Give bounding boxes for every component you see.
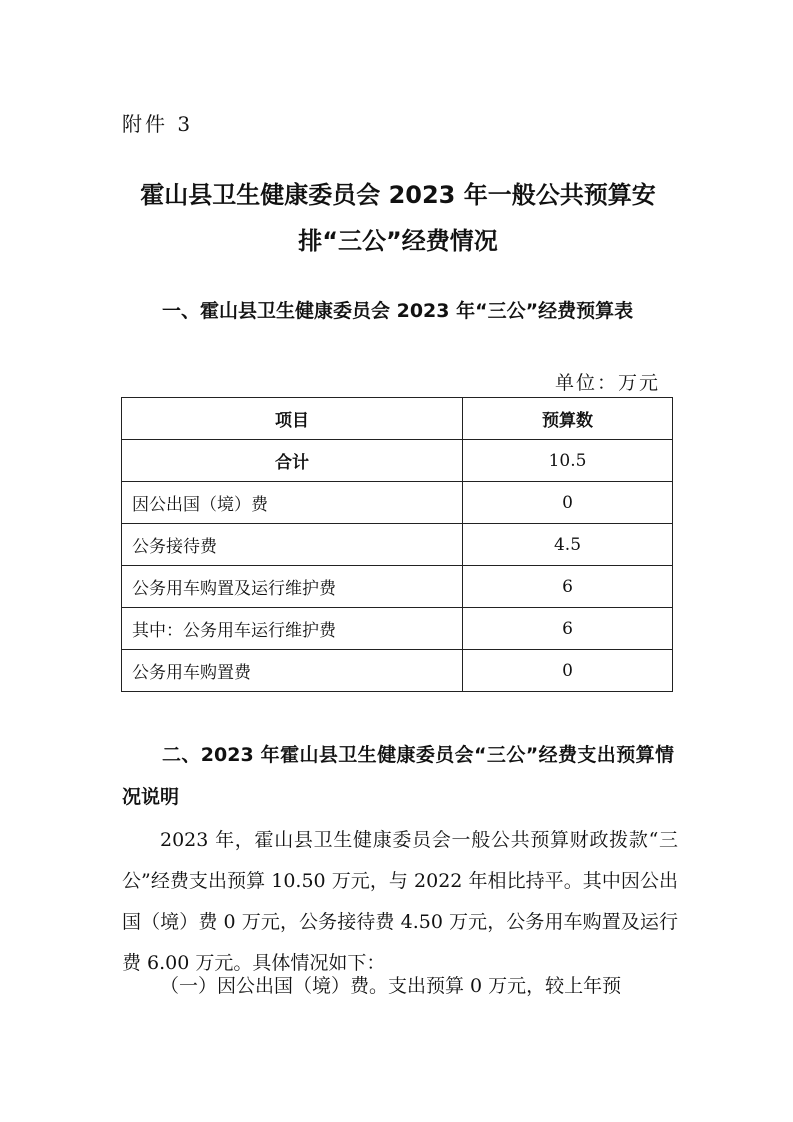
table-row-total [122,440,673,482]
row-value: 0 [463,482,673,524]
table-row [122,482,673,524]
attachment-label: 附件 3 [122,112,194,136]
section-1-heading: 一、霍山县卫生健康委员会 2023 年“三公”经费预算表 [162,300,634,322]
body-paragraph: 2023 年，霍山县卫生健康委员会一般公共预算财政拨款“三公”经费支出预算 10.50 万元，与 2022 年相比持平。其中因公出国（境）费 0 万元，公务接待费 4.50 万元，公务用车购置及运行费 6.00 万元。具体情况如下： [122,829,678,974]
table-row [122,524,673,566]
row-item: 公务用车购置及运行维护费 [122,566,463,608]
row-item: 公务接待费 [122,524,463,566]
document-title: 霍山县卫生健康委员会 2023 年一般公共预算安排“三公”经费情况 [140,181,656,255]
unit-label: 单位：万元 [554,372,660,394]
row-item: 公务用车购置费 [122,650,463,692]
row-value: 0 [463,650,673,692]
section-2-heading: 二、2023 年霍山县卫生健康委员会“三公”经费支出预算情况说明 [122,744,674,808]
row-item: 其中：公务用车运行维护费 [122,608,463,650]
body-paragraph: （一）因公出国（境）费。支出预算 0 万元，较上年预 [160,975,622,997]
header-budget: 预算数 [463,398,673,440]
budget-table [121,397,673,692]
row-value: 6 [463,608,673,650]
table-row [122,566,673,608]
row-value: 4.5 [463,524,673,566]
row-value: 10.5 [463,440,673,482]
table-row [122,650,673,692]
header-item: 项目 [122,398,463,440]
table-row [122,608,673,650]
row-item: 因公出国（境）费 [122,482,463,524]
row-item: 合计 [122,440,463,482]
row-value: 6 [463,566,673,608]
table-header-row [122,398,673,440]
